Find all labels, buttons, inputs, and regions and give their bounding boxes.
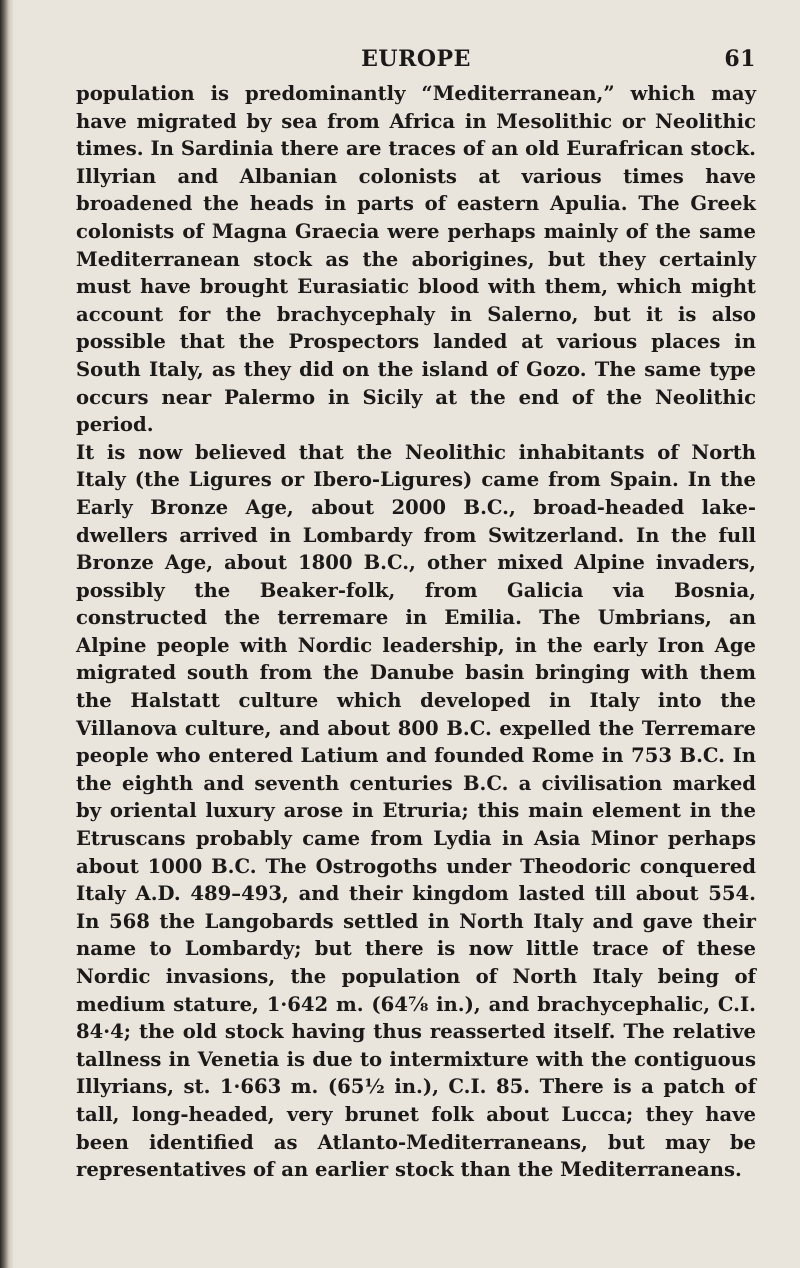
paragraph-2: It is now believed that the Neolithic inhabitants of North Italy (the Ligures or Ibero-Ligures) came from Spain. In the Early Bronze Age, about 2000 B.C., broad-headed lake-dwellers arrived in Lombardy from Switzerland. In the full Bronze Age, about 1800 B.C., other mixed Alpine invaders, possibly the Beaker-folk, from Galicia via Bosnia, constructed the terremare in Emilia. The Umbrians, an Alpine people with Nordic leadership, in the early Iron Age migrated south from the Danube basin bringing with them the Halstatt culture which developed in Italy into the Villanova culture, and about 800 B.C. expelled the Terremare people who entered Latium and founded Rome in 753 B.C. In the eighth and seventh centuries B.C. a civilisation marked by oriental luxury arose in Etruria; this main element in the Etruscans probably came from Lydia in Asia Minor perhaps about 1000 B.C. The Ostrogoths under Theodoric conquered Italy A.D. 489–493, and their kingdom lasted till about 554. In 568 the Langobards settled in North Italy and gave their name to Lombardy; but there is now little trace of these Nordic invasions, the population of North Italy being of medium stature, 1·642 m. (64⅞ in.), and brachycephalic, C.I. 84·4; the old stock having thus reasserted itself. The relative tallness in Venetia is due to intermixture with the contiguous Illyrians, st. 1·663 m. (65½ in.), C.I. 85. There is a patch of tall, long-headed, very brunet folk about Lucca; they have been identified as Atlanto-Mediterraneans, but may be representatives of an earlier stock than the Mediterraneans. [76,440,756,1182]
paragraph-1: population is predominantly “Mediterranean,” which may have migrated by sea from Africa in Mesolithic or Neolithic times. In Sardinia there are traces of an old Eurafrican stock. Illyrian and Albanian colonists at various times have broadened the heads in parts of eastern Apulia. The Greek colonists of Magna Graecia were perhaps mainly of the same Mediterranean stock as the aborigines, but they certainly must have brought Eurasiatic blood with them, which might account for the brachycephaly in Salerno, but it is also possible that the Prospectors landed at various places in South Italy, as they did on the island of Gozo. The same type occurs near Palermo in Sicily at the end of the Neolithic period. [76,82,756,437]
running-head [76,46,756,80]
running-title: EUROPE [361,46,471,72]
page-number: 61 [724,46,756,72]
book-spine-shadow [0,0,14,1268]
body-text [76,80,756,1184]
book-page [76,46,756,1184]
